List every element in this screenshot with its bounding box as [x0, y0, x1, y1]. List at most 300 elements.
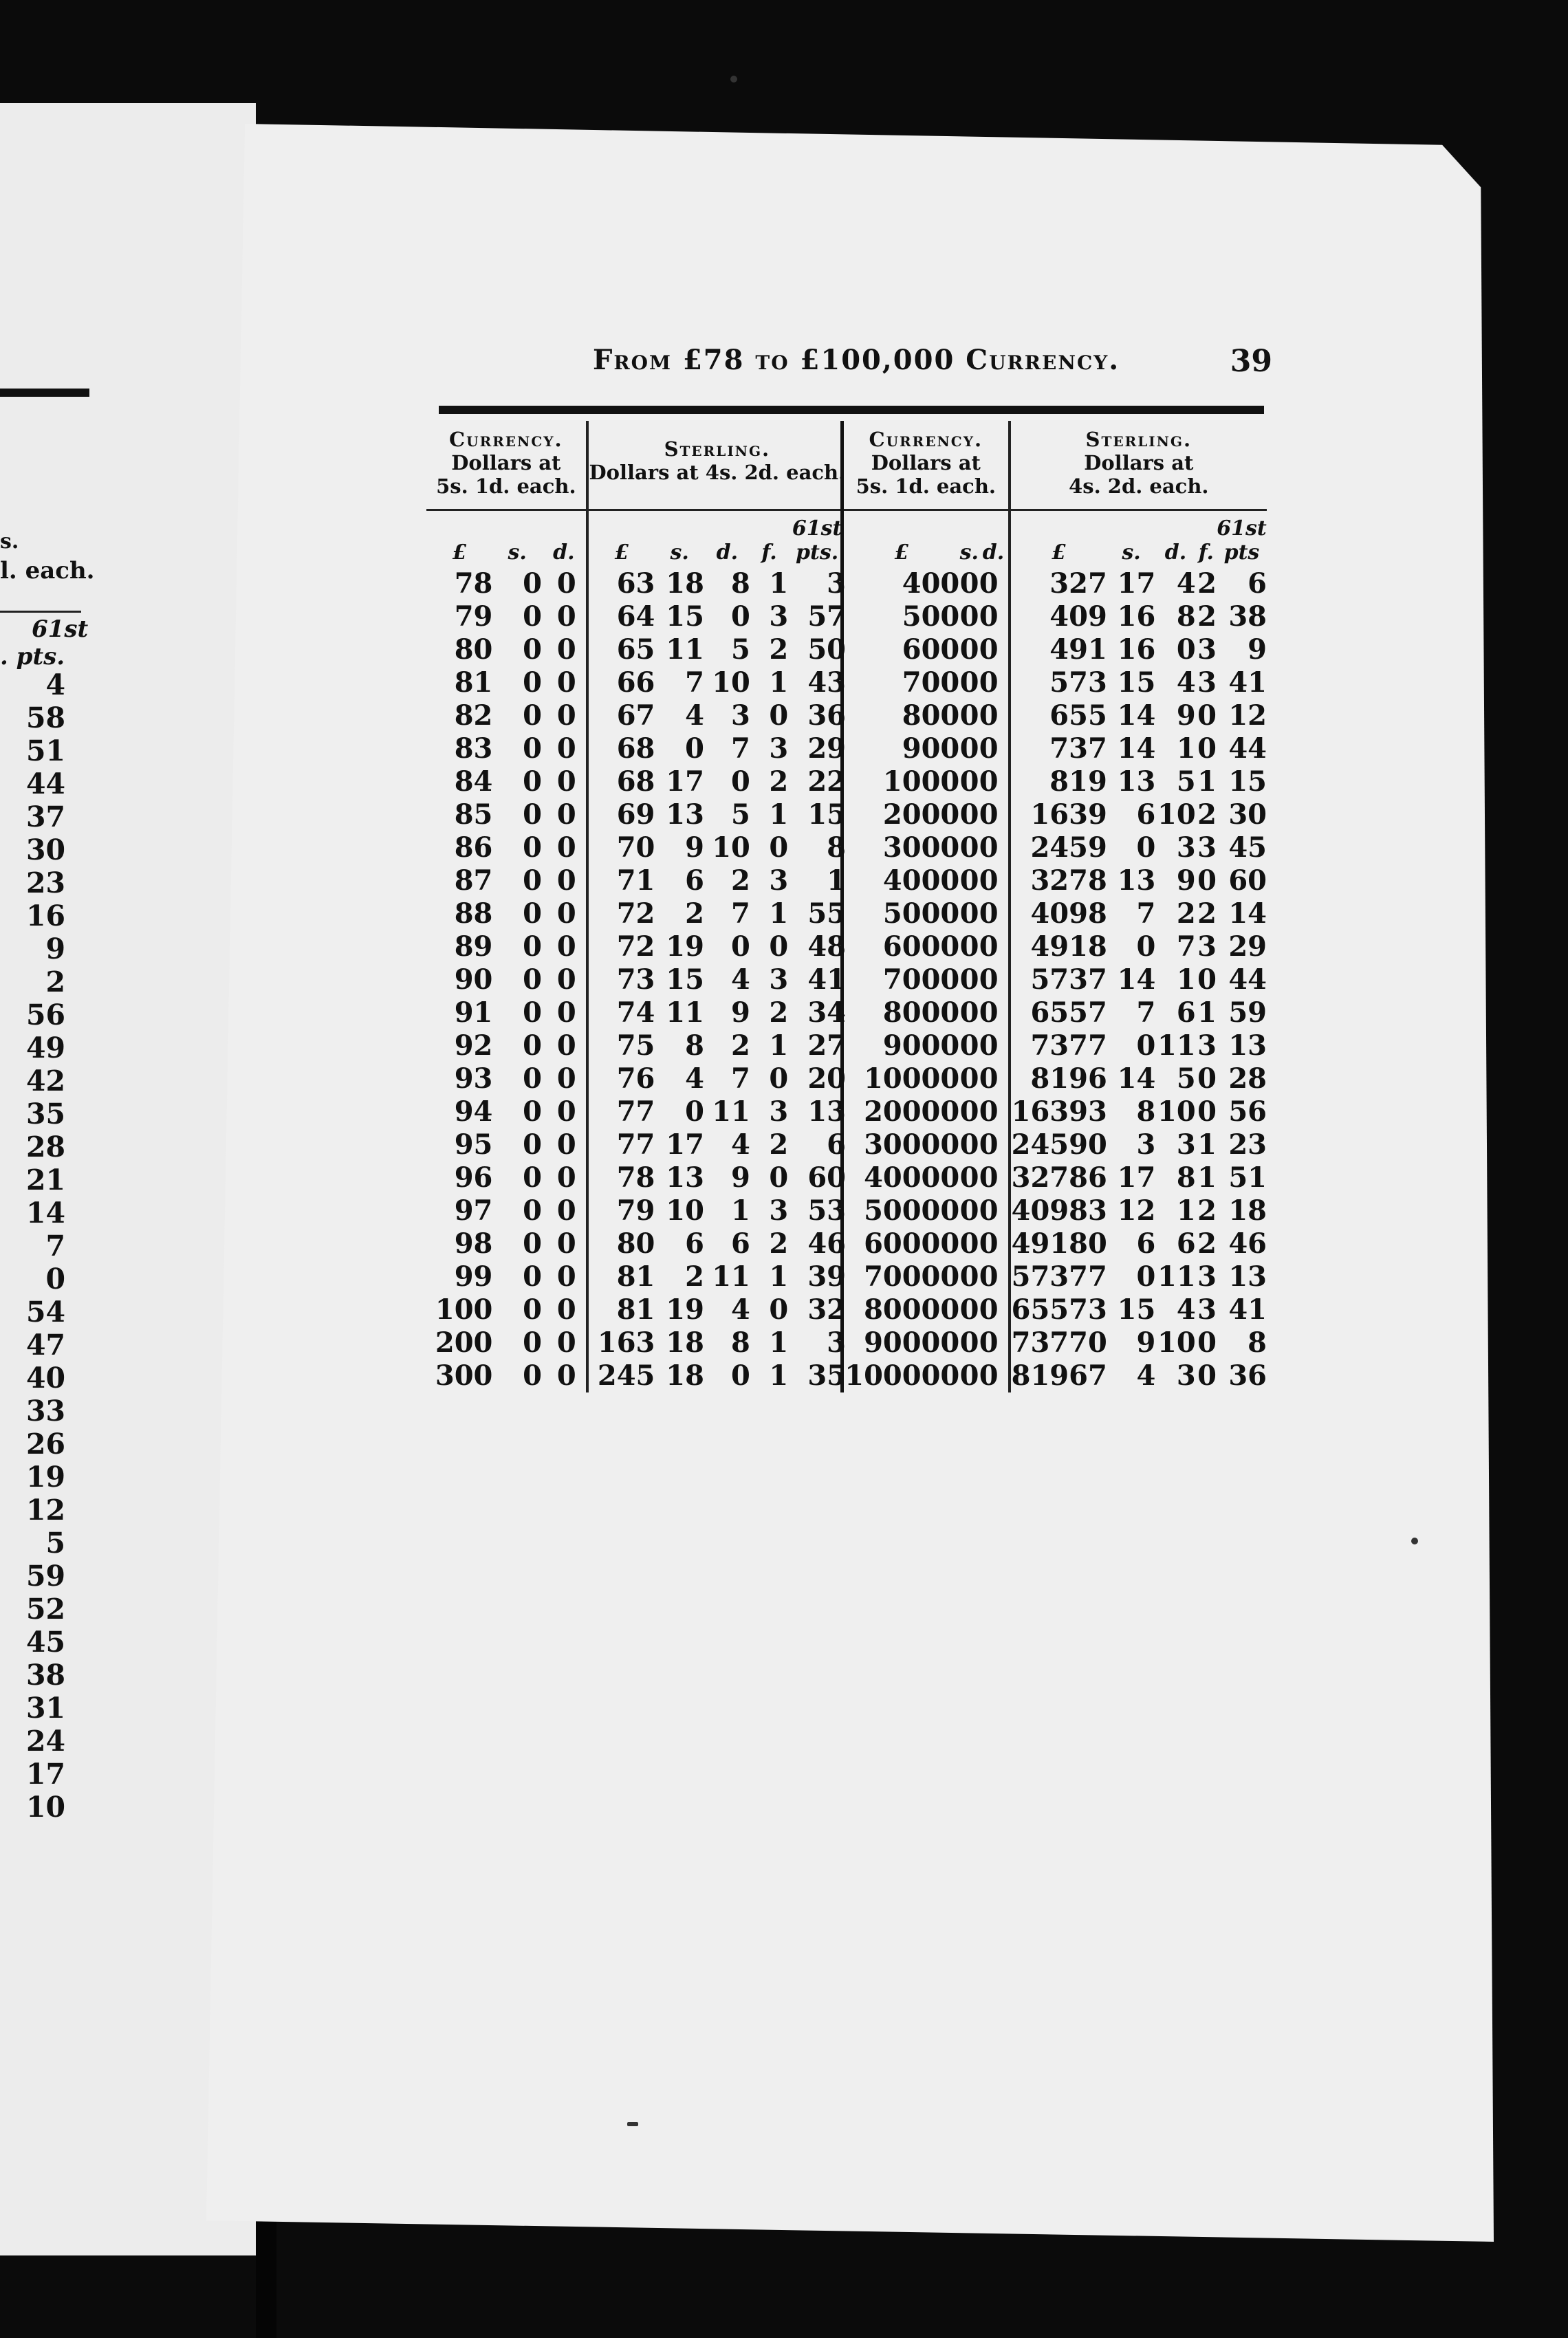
- table-cell: 0: [979, 831, 999, 864]
- table-cell: 80: [454, 633, 493, 666]
- table-cell: 0: [556, 567, 576, 600]
- table-cell: 0: [1197, 864, 1217, 897]
- table-cell: 245: [587, 1359, 655, 1392]
- table-cell: 78: [454, 567, 493, 600]
- table-cell: 67: [587, 699, 655, 732]
- table-cell: 97: [454, 1194, 493, 1227]
- table-cell: 0: [959, 798, 979, 831]
- table-cell: 0: [523, 963, 542, 996]
- table-cell: 81: [587, 1260, 655, 1293]
- list-item: 44: [25, 767, 65, 800]
- table-cell: 0: [769, 699, 789, 732]
- table-cell: 0: [959, 732, 979, 765]
- table-cell: 4: [1136, 1359, 1156, 1392]
- table-row: [842, 996, 1267, 1029]
- sterling-header-left: Sterling. Dollars at 4s. 2d. each.: [587, 421, 846, 510]
- table-cell: 0: [556, 831, 576, 864]
- table-cell: 1: [1197, 765, 1217, 798]
- list-item: 54: [25, 1296, 65, 1329]
- table-cell: 0: [959, 963, 979, 996]
- table-cell: 0: [979, 1062, 999, 1095]
- table-cell: 1: [1176, 963, 1196, 996]
- table-row: [842, 1095, 1267, 1128]
- table-cell: 10: [712, 666, 750, 699]
- table-cell: 0: [959, 930, 979, 963]
- table-cell: 0: [979, 798, 999, 831]
- previous-page-header-bottom: l. each.: [0, 557, 95, 584]
- table-cell: 0: [959, 1293, 979, 1326]
- table-cell: 1000: [842, 765, 960, 798]
- table-row: [426, 1161, 846, 1194]
- table-row: [426, 996, 846, 1029]
- table-cell: 0: [959, 699, 979, 732]
- table-cell: 15: [807, 798, 846, 831]
- table-row: [842, 963, 1267, 996]
- table-cell: 72: [587, 930, 655, 963]
- list-item: 4: [45, 668, 65, 701]
- table-cell: 81: [454, 666, 493, 699]
- ink-speck: [627, 2122, 638, 2126]
- table-row: [426, 798, 846, 831]
- table-cell: 0: [769, 831, 789, 864]
- table-cell: 0: [979, 963, 999, 996]
- table-cell: 60000: [842, 1227, 960, 1260]
- table-row: [426, 1194, 846, 1227]
- table-row: [842, 600, 1267, 633]
- table-cell: 0: [979, 666, 999, 699]
- table-cell: 4098: [1010, 897, 1107, 930]
- table-cell: 14: [1117, 963, 1156, 996]
- table-cell: 0: [959, 765, 979, 798]
- table-cell: 16: [1117, 633, 1156, 666]
- table-cell: 1: [769, 798, 789, 831]
- table-cell: 0: [979, 996, 999, 1029]
- conversion-table-right: [840, 421, 1267, 1392]
- table-row: [842, 765, 1267, 798]
- table-cell: 5: [1176, 765, 1196, 798]
- table-cell: 63: [587, 567, 655, 600]
- table-cell: 1: [1197, 1161, 1217, 1194]
- table-cell: 0: [979, 1095, 999, 1128]
- table-cell: 82: [454, 699, 493, 732]
- table-row: [426, 633, 846, 666]
- list-item: 56: [25, 998, 65, 1031]
- table-cell: 0: [1136, 831, 1156, 864]
- table-cell: 0: [523, 831, 542, 864]
- table-cell: 40000: [842, 1161, 960, 1194]
- table-cell: 50: [807, 633, 846, 666]
- table-cell: 7: [731, 732, 750, 765]
- table-cell: 15: [666, 600, 704, 633]
- table-cell: 0: [556, 864, 576, 897]
- table-cell: 41: [1228, 666, 1267, 699]
- table-cell: 2: [1197, 567, 1217, 600]
- table-cell: 22: [807, 765, 846, 798]
- table-row: [842, 1062, 1267, 1095]
- table-cell: 5: [731, 633, 750, 666]
- table-cell: 1: [769, 1029, 789, 1062]
- table-row: [426, 930, 846, 963]
- table-cell: 0: [959, 1359, 979, 1392]
- table-row: [842, 1326, 1267, 1359]
- table-cell: 0: [979, 930, 999, 963]
- unit-shillings: s.: [959, 540, 979, 565]
- unit-pence: d.: [982, 540, 1005, 565]
- list-item: 5: [45, 1527, 65, 1560]
- table-cell: 73: [587, 963, 655, 996]
- table-cell: 0: [556, 1161, 576, 1194]
- list-item: 58: [25, 701, 65, 734]
- table-cell: 200: [435, 1326, 493, 1359]
- table-cell: 18: [666, 1326, 704, 1359]
- table-cell: 10: [1157, 798, 1196, 831]
- table-cell: 64: [587, 600, 655, 633]
- conversion-table-left: [426, 421, 846, 1392]
- list-item: 14: [25, 1197, 65, 1230]
- table-cell: 0: [731, 930, 750, 963]
- table-cell: 0: [523, 1194, 542, 1227]
- table-cell: 40983: [1010, 1194, 1107, 1227]
- table-cell: 163: [587, 1326, 655, 1359]
- table-row: [842, 1227, 1267, 1260]
- table-cell: 300: [435, 1359, 493, 1392]
- table-row: [426, 1260, 846, 1293]
- table-row: [426, 600, 846, 633]
- table-row: [426, 1062, 846, 1095]
- table-cell: 0: [556, 1326, 576, 1359]
- table-cell: 3000: [842, 831, 960, 864]
- table-cell: 3: [1176, 831, 1196, 864]
- list-item: 30: [25, 833, 65, 866]
- table-cell: 0: [959, 1260, 979, 1293]
- table-row: [426, 1095, 846, 1128]
- table-cell: 89: [454, 930, 493, 963]
- ink-speck: [1411, 1538, 1418, 1544]
- table-cell: 8: [731, 1326, 750, 1359]
- table-cell: 0: [1176, 633, 1196, 666]
- table-cell: 3: [1197, 831, 1217, 864]
- table-cell: 1: [769, 567, 789, 600]
- table-cell: 11: [712, 1095, 750, 1128]
- table-cell: 1639: [1010, 798, 1107, 831]
- table-cell: 0: [959, 1029, 979, 1062]
- table-cell: 71: [587, 864, 655, 897]
- table-cell: 0: [556, 798, 576, 831]
- table-cell: 15: [666, 963, 704, 996]
- table-cell: 0: [1197, 699, 1217, 732]
- table-cell: 819: [1010, 765, 1107, 798]
- table-row: [842, 567, 1267, 600]
- table-cell: 10: [1157, 1326, 1196, 1359]
- table-cell: 0: [959, 1227, 979, 1260]
- table-cell: 9: [731, 996, 750, 1029]
- table-row: [426, 897, 846, 930]
- table-cell: 29: [807, 732, 846, 765]
- list-item: 26: [25, 1428, 65, 1461]
- table-cell: 0: [523, 1326, 542, 1359]
- table-cell: 0: [556, 1095, 576, 1128]
- table-cell: 20000: [842, 1095, 960, 1128]
- unit-pounds: £: [587, 510, 655, 568]
- table-cell: 96: [454, 1161, 493, 1194]
- unit-pence: d.: [553, 540, 575, 565]
- table-cell: 78: [587, 1161, 655, 1194]
- table-cell: 0: [769, 1161, 789, 1194]
- table-cell: 60: [1228, 864, 1267, 897]
- table-cell: 53: [807, 1194, 846, 1227]
- list-item: 38: [25, 1659, 65, 1692]
- table-cell: 56: [1228, 1095, 1267, 1128]
- table-cell: 4: [1176, 666, 1196, 699]
- table-row: [842, 633, 1267, 666]
- list-item: 10: [25, 1791, 65, 1824]
- table-cell: 65: [587, 633, 655, 666]
- table-cell: 73770: [1010, 1326, 1107, 1359]
- sterling-header-right: Sterling. Dollars at 4s. 2d. each.: [1010, 421, 1267, 510]
- table-cell: 98: [454, 1227, 493, 1260]
- table-cell: 0: [769, 930, 789, 963]
- table-cell: 0: [556, 1260, 576, 1293]
- list-item: 37: [25, 800, 65, 833]
- table-cell: 573: [1010, 666, 1107, 699]
- table-cell: 0: [523, 1062, 542, 1095]
- table-cell: 0: [523, 765, 542, 798]
- table-cell: 0: [523, 1227, 542, 1260]
- table-cell: 1: [769, 1326, 789, 1359]
- table-cell: 14: [1117, 1062, 1156, 1095]
- table-cell: 0: [523, 1128, 542, 1161]
- table-cell: 11: [666, 996, 704, 1029]
- table-cell: 8: [1248, 1326, 1267, 1359]
- table-cell: 8: [1136, 1095, 1156, 1128]
- table-row: [842, 897, 1267, 930]
- table-row: [426, 1128, 846, 1161]
- table-cell: 0: [959, 1161, 979, 1194]
- table-cell: 90000: [842, 1326, 960, 1359]
- table-row: [842, 1128, 1267, 1161]
- table-cell: 1: [1176, 1194, 1196, 1227]
- unit-shillings: s.: [508, 540, 527, 565]
- table-cell: 0: [979, 864, 999, 897]
- table-cell: 36: [807, 699, 846, 732]
- table-cell: 1: [827, 864, 846, 897]
- table-cell: 2: [1197, 600, 1217, 633]
- table-cell: 41: [807, 963, 846, 996]
- table-cell: 5000: [842, 897, 960, 930]
- list-item: 33: [25, 1395, 65, 1428]
- table-cell: 6557: [1010, 996, 1107, 1029]
- table-cell: 0: [523, 699, 542, 732]
- table-cell: 0: [959, 666, 979, 699]
- table-cell: 0: [1197, 1326, 1217, 1359]
- table-cell: 0: [523, 930, 542, 963]
- table-cell: 0: [523, 633, 542, 666]
- table-row: [842, 1293, 1267, 1326]
- table-cell: 0: [523, 732, 542, 765]
- table-cell: 1: [1197, 996, 1217, 1029]
- table-cell: 6: [1176, 996, 1196, 1029]
- table-cell: 11: [712, 1260, 750, 1293]
- table-cell: 13: [1117, 864, 1156, 897]
- table-cell: 0: [556, 897, 576, 930]
- list-item: 0: [45, 1263, 65, 1296]
- table-cell: 0: [556, 633, 576, 666]
- table-cell: 10: [1157, 1095, 1196, 1128]
- table-cell: 88: [454, 897, 493, 930]
- table-cell: 17: [666, 1128, 704, 1161]
- table-cell: 327: [1010, 567, 1107, 600]
- table-row: [842, 699, 1267, 732]
- table-cell: 0: [523, 567, 542, 600]
- table-cell: 80000: [842, 1293, 960, 1326]
- table-cell: 0: [959, 1194, 979, 1227]
- table-cell: 4: [731, 1293, 750, 1326]
- table-cell: 74: [587, 996, 655, 1029]
- table-cell: 30: [1228, 798, 1267, 831]
- table-cell: 4: [731, 1128, 750, 1161]
- table-cell: 44: [1228, 963, 1267, 996]
- unit-pts: 61st pts.: [792, 516, 842, 565]
- table-row: [842, 1029, 1267, 1062]
- table-cell: 9: [1176, 864, 1196, 897]
- list-item: 47: [25, 1329, 65, 1362]
- table-cell: 0: [556, 1359, 576, 1392]
- table-cell: 14: [1117, 699, 1156, 732]
- table-cell: 3: [827, 567, 846, 600]
- table-cell: 0: [1136, 1260, 1156, 1293]
- previous-page-pts-header: 61st . pts.: [0, 615, 89, 670]
- ink-speck: [730, 76, 737, 83]
- list-item: 17: [25, 1758, 65, 1791]
- table-top-rule: [439, 406, 1264, 414]
- table-cell: 3: [731, 699, 750, 732]
- table-cell: 7: [685, 666, 704, 699]
- table-cell: 2: [769, 1227, 789, 1260]
- table-cell: 0: [979, 600, 999, 633]
- table-cell: 0: [523, 666, 542, 699]
- list-item: 12: [25, 1494, 65, 1527]
- table-cell: 3: [769, 1194, 789, 1227]
- table-cell: 23: [1228, 1128, 1267, 1161]
- table-cell: 0: [731, 765, 750, 798]
- table-cell: 38: [1228, 600, 1267, 633]
- table-cell: 0: [959, 996, 979, 1029]
- table-cell: 9: [731, 1161, 750, 1194]
- table-cell: 0: [523, 798, 542, 831]
- table-cell: 17: [1117, 1161, 1156, 1194]
- page-number: 39: [1230, 344, 1272, 379]
- list-item: 31: [25, 1692, 65, 1725]
- list-item: 51: [25, 734, 65, 767]
- table-row: [842, 1260, 1267, 1293]
- table-cell: 0: [959, 864, 979, 897]
- table-row: [426, 732, 846, 765]
- table-cell: 409: [1010, 600, 1107, 633]
- table-cell: 3: [827, 1326, 846, 1359]
- table-cell: 46: [807, 1227, 846, 1260]
- table-cell: 5: [1176, 1062, 1196, 1095]
- table-cell: 3: [769, 1095, 789, 1128]
- table-cell: 11: [1157, 1260, 1196, 1293]
- table-cell: 9000: [842, 1029, 960, 1062]
- table-cell: 70: [587, 831, 655, 864]
- table-cell: 13: [1228, 1260, 1267, 1293]
- unit-pence: d.: [716, 540, 739, 565]
- table-cell: 95: [454, 1128, 493, 1161]
- table-cell: 68: [587, 732, 655, 765]
- table-cell: 30000: [842, 1128, 960, 1161]
- table-cell: 0: [523, 1260, 542, 1293]
- table-cell: 15: [1228, 765, 1267, 798]
- table-cell: 6: [685, 1227, 704, 1260]
- table-cell: 0: [769, 1062, 789, 1095]
- unit-pounds: £: [1010, 510, 1107, 568]
- table-cell: 13: [666, 1161, 704, 1194]
- table-cell: 34: [807, 996, 846, 1029]
- table-row: [842, 1194, 1267, 1227]
- table-cell: 18: [666, 567, 704, 600]
- currency-header-left: Currency. Dollars at 5s. 1d. each.: [426, 421, 587, 510]
- table-cell: 76: [587, 1062, 655, 1095]
- table-cell: 0: [1197, 1359, 1217, 1392]
- unit-farthings: f.: [761, 540, 777, 565]
- table-cell: 0: [979, 765, 999, 798]
- table-cell: 80: [587, 1227, 655, 1260]
- table-cell: 94: [454, 1095, 493, 1128]
- table-cell: 0: [979, 897, 999, 930]
- table-cell: 99: [454, 1260, 493, 1293]
- table-cell: 32786: [1010, 1161, 1107, 1194]
- table-cell: 6: [1136, 798, 1156, 831]
- table-row: [842, 666, 1267, 699]
- table-cell: 0: [769, 1293, 789, 1326]
- table-cell: 3: [769, 732, 789, 765]
- table-cell: 6: [1248, 567, 1267, 600]
- table-cell: 20: [807, 1062, 846, 1095]
- table-cell: 5: [731, 798, 750, 831]
- table-cell: 0: [1136, 1029, 1156, 1062]
- table-cell: 57377: [1010, 1260, 1107, 1293]
- table-cell: 6: [685, 864, 704, 897]
- table-row: [426, 1029, 846, 1062]
- table-cell: 0: [979, 1161, 999, 1194]
- table-cell: 0: [979, 1293, 999, 1326]
- table-row: [842, 864, 1267, 897]
- table-cell: 13: [1117, 765, 1156, 798]
- table-cell: 100000: [842, 1359, 960, 1392]
- table-cell: 0: [1197, 963, 1217, 996]
- table-cell: 51: [1228, 1161, 1267, 1194]
- table-cell: 19: [666, 1293, 704, 1326]
- table-cell: 2: [731, 1029, 750, 1062]
- table-cell: 0: [959, 1095, 979, 1128]
- table-cell: 3: [1197, 1029, 1217, 1062]
- table-cell: 50000: [842, 1194, 960, 1227]
- table-row: [426, 699, 846, 732]
- table-cell: 0: [979, 1194, 999, 1227]
- table-cell: 49180: [1010, 1227, 1107, 1260]
- table-cell: 75: [587, 1029, 655, 1062]
- table-cell: 7: [1136, 996, 1156, 1029]
- list-item: 9: [45, 932, 65, 965]
- table-cell: 5737: [1010, 963, 1107, 996]
- table-cell: 1: [731, 1194, 750, 1227]
- table-cell: 3: [1197, 1293, 1217, 1326]
- table-cell: 0: [979, 1128, 999, 1161]
- table-cell: 0: [556, 1029, 576, 1062]
- table-cell: 11: [666, 633, 704, 666]
- table-cell: 4: [1176, 1293, 1196, 1326]
